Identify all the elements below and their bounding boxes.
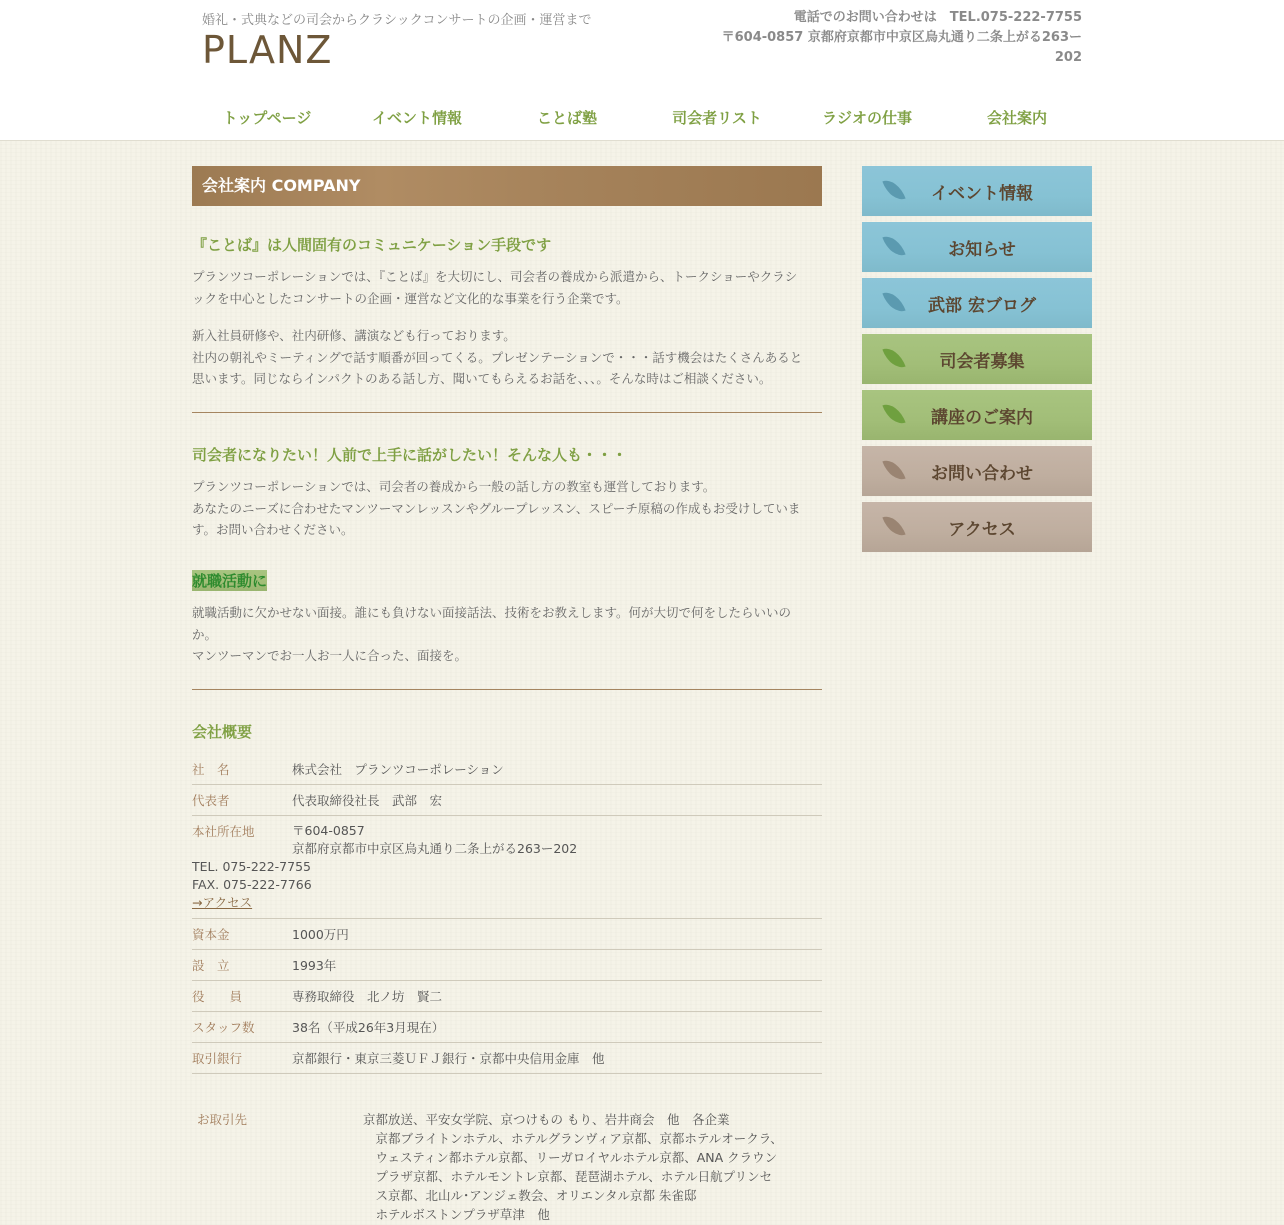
section-heading-kotoba: 『ことば』は人間固有のコミュニケーション手段です xyxy=(192,236,552,254)
leaf-icon xyxy=(882,512,905,540)
table-row xyxy=(192,760,822,785)
main-content xyxy=(192,166,822,1066)
row-key: 社 名 xyxy=(192,762,230,777)
table-row xyxy=(192,925,822,950)
row-value: 専務取締役 北ノ坊 賢二 xyxy=(292,989,443,1004)
table-row xyxy=(192,1018,822,1043)
nav-events[interactable]: イベント情報 xyxy=(371,109,462,127)
text-line: か。 xyxy=(192,626,218,642)
site-tagline: 婚礼・式典などの司会からクラシックコンサートの企画・運営まで xyxy=(202,13,592,28)
global-nav xyxy=(192,100,1092,136)
access-link[interactable]: →アクセス xyxy=(192,895,253,910)
nav-mc-list[interactable]: 司会者リスト xyxy=(672,109,762,127)
divider xyxy=(192,689,822,690)
nav-radio[interactable]: ラジオの仕事 xyxy=(821,109,912,127)
partner-line: ウェスティン都ホテル京都、リーガロイヤルホテル京都、ANA クラウン xyxy=(363,1150,778,1165)
sidebar-item-label: 武部 宏ブログ xyxy=(928,295,1036,316)
partner-line: ス京都、北山ル･アンジェ教会、オリエンタル京都 朱雀邸 xyxy=(363,1188,697,1203)
partners-list xyxy=(363,1110,803,1224)
sidebar-item-blog[interactable] xyxy=(862,278,1092,328)
text-line: プランツコーポレーションでは、『ことば』を大切にし、司会者の養成から派遣から、トークショーやクラシ xyxy=(192,269,798,284)
leaf-icon xyxy=(882,288,905,316)
sidebar-item-recruit[interactable] xyxy=(862,334,1092,384)
sidebar-item-contact[interactable] xyxy=(862,446,1092,496)
sidebar-item-label: 司会者募集 xyxy=(939,351,1025,372)
row-key: スタッフ数 xyxy=(192,1020,255,1035)
nav-top[interactable]: トップページ xyxy=(222,109,312,127)
nav-kotoba-juku[interactable]: ことば塾 xyxy=(536,109,597,127)
section-heading-mc: 司会者になりたい！人前で上手に話がしたい！そんな人も・・・ xyxy=(192,446,628,464)
table-row xyxy=(192,956,822,981)
header-address: 〒604-0857 京都府京都市中京区烏丸通り二条上がる263ー xyxy=(721,30,1082,45)
hq-address xyxy=(292,822,577,858)
hq-fax: FAX. 075-222-7766 xyxy=(192,877,312,892)
hq-contact xyxy=(192,858,312,912)
row-value: 38名（平成26年3月現在） xyxy=(292,1020,445,1035)
leaf-icon xyxy=(882,344,905,372)
hq-zip: 〒604-0857 xyxy=(292,823,365,838)
row-value: 京都銀行・東京三菱ＵＦＪ銀行・京都中央信用金庫 他 xyxy=(292,1051,605,1066)
sidebar-item-events[interactable] xyxy=(862,166,1092,216)
table-row xyxy=(192,987,822,1012)
divider xyxy=(192,412,822,413)
leaf-icon xyxy=(882,456,905,484)
partner-line: 京都ブライトンホテル、ホテルグランヴィア京都、京都ホテルオークラ、 xyxy=(363,1131,783,1146)
row-value: 1993年 xyxy=(292,958,337,973)
sidebar-item-label: 講座のご案内 xyxy=(931,407,1033,428)
table-row xyxy=(192,791,822,816)
row-value: 1000万円 xyxy=(292,927,349,942)
row-key: 資本金 xyxy=(192,927,230,942)
header-contact xyxy=(662,8,1082,68)
section-text xyxy=(192,476,822,541)
header-phone: 電話でのお問い合わせは TEL.075-222-7755 xyxy=(793,10,1082,25)
leaf-icon xyxy=(882,232,905,260)
leaf-icon xyxy=(882,176,905,204)
partner-line: プラザ京都、ホテルモントレ京都、琵琶湖ホテル、ホテル日航プリンセ xyxy=(363,1169,773,1184)
partners-key: お取引先 xyxy=(197,1112,248,1127)
text-line: ックを中心としたコンサートの企画・運営など文化的な事業を行う企業です。 xyxy=(192,290,629,306)
sidebar-item-label: お問い合わせ xyxy=(931,463,1033,484)
text-line: 思います。同じならインパクトのある話し方、聞いてもらえるお話を、、、。そんな時はご相談ください。 xyxy=(192,371,772,386)
hq-tel: TEL. 075-222-7755 xyxy=(192,859,311,874)
text-line: す。お問い合わせください。 xyxy=(192,522,354,537)
table-row xyxy=(192,822,822,919)
text-line: プランツコーポレーションでは、司会者の養成から一般の話し方の教室も運営しております。 xyxy=(192,479,716,494)
section-text xyxy=(192,266,822,309)
row-key: 代表者 xyxy=(192,793,230,808)
row-value: 代表取締役社長 武部 宏 xyxy=(292,793,443,808)
row-key: 取引銀行 xyxy=(192,1051,243,1066)
text-line: あなたのニーズに合わせたマンツーマンレッスンやグループレッスン、スピーチ原稿の作成もお受けしていま xyxy=(192,500,801,516)
leaf-icon xyxy=(882,400,905,428)
hq-street: 京都府京都市中京区烏丸通り二条上がる263ー202 xyxy=(292,841,578,856)
sidebar-item-courses[interactable] xyxy=(862,390,1092,440)
nav-company[interactable]: 会社案内 xyxy=(986,109,1047,127)
page-title: 会社案内 COMPANY xyxy=(192,166,822,206)
sidebar-item-label: お知らせ xyxy=(948,239,1016,260)
text-line: 社内の朝礼やミーティングで話す順番が回ってくる。プレゼンテーションで・・・話す機会はたくさんあると xyxy=(192,349,803,365)
text-line: マンツーマンでお一人お一人に合った、面接を。 xyxy=(192,648,468,663)
section-heading-job: 就職活動に xyxy=(192,572,268,590)
table-row xyxy=(192,1049,822,1074)
site-logo[interactable]: PLANZ xyxy=(202,28,333,72)
section-text xyxy=(192,325,822,390)
row-key: 役 員 xyxy=(192,989,243,1004)
partner-line: ホテルボストンプラザ草津 他 xyxy=(363,1207,550,1222)
text-line: 新入社員研修や、社内研修、講演なども行っております。 xyxy=(192,328,516,343)
partner-line: 京都放送、平安女学院、京つけもの もり、岩井商会 他 各企業 xyxy=(363,1112,730,1127)
sidebar-item-access[interactable] xyxy=(862,502,1092,552)
sidebar-item-news[interactable] xyxy=(862,222,1092,272)
sidebar-item-label: イベント情報 xyxy=(931,183,1033,204)
text-line: 就職活動に欠かせない面接。誰にも負けない面接話法、技術をお教えします。何が大切で何をしたらいいの xyxy=(192,605,792,620)
header-address-cont: 202 xyxy=(1054,50,1082,65)
site-header xyxy=(0,0,1284,141)
row-key: 本社所在地 xyxy=(192,824,255,839)
row-key: 設 立 xyxy=(192,958,230,973)
row-value: 株式会社 プランツコーポレーション xyxy=(292,762,504,777)
section-heading-overview: 会社概要 xyxy=(192,723,253,741)
sidebar-item-label: アクセス xyxy=(948,519,1016,540)
section-text xyxy=(192,602,822,667)
